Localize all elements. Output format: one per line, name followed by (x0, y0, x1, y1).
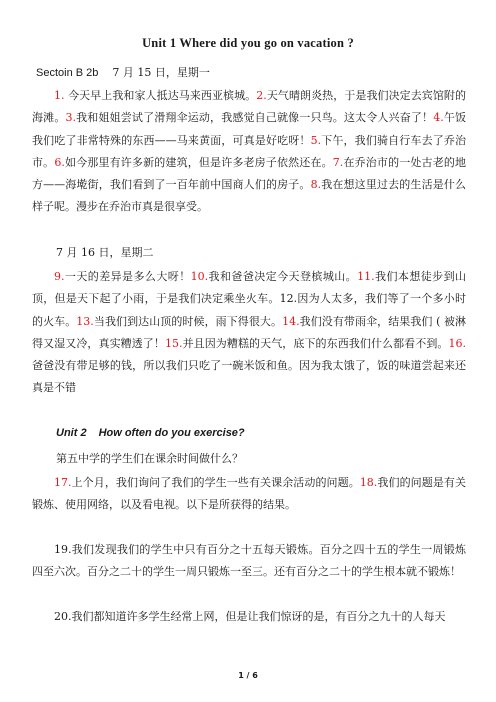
sentence-text: 今天早上我和家人抵达马来西亚槟城。 (64, 89, 257, 102)
date-line-1: 7 月 15 日，星期一 (112, 66, 210, 79)
sentence-number: 18. (359, 476, 378, 489)
sentence-text: 在乔治市的一处古老的地方——海墘街，我们看到了一百年前中国商人们的房子。 (32, 155, 467, 192)
paragraph-17-18 (32, 472, 466, 517)
sentence-text: 我们的问题是有关锻炼、使用网络，以及看电视。以下是所获得的结果。 (32, 476, 466, 512)
page-number: 1 / 6 (238, 671, 258, 680)
sentence-text: 一天的差异是多么大呀！ (64, 270, 191, 283)
sentence-number: 4. (433, 111, 444, 125)
sentence-number: 15. (164, 336, 183, 350)
section-heading (36, 64, 210, 80)
paragraph-19: 19.我们发现我们的学生中只有百分之十五每天锻炼。百分之四十五的学生一周锻炼四至六次。百分之二十的学生一周只锻炼一至三。还有百分之二十的学生根本就不锻炼！ (32, 543, 466, 579)
unit2-intro: 第五中学的学生们在课余时间做什么？ (56, 452, 243, 465)
sentence-text: 我和爸爸决定今天登槟城山。 (208, 270, 358, 283)
sentence-text: 午饭我们吃了非常特殊的东西——马来黄面，可真是好吃呀！ (32, 111, 467, 147)
sentence-number: 7. (332, 155, 344, 169)
sentence-text: 天气晴朗炎热，于是我们决定去宾馆附的海滩。 (32, 89, 466, 125)
sentence-text: 如今那里有许多新的建筑，但是许多老房子依然还在。 (64, 155, 333, 169)
sentence-number: 17. (54, 476, 72, 489)
section-label: Sectoin B 2b (36, 67, 99, 79)
sentence-number: 11. (357, 270, 375, 283)
sentence-number: 6. (54, 155, 65, 169)
sentence-text: 下午，我们骑自行车去了乔治市。 (32, 133, 467, 169)
sentence-number: 13. (76, 314, 94, 328)
sentence-text: 上个月，我们询问了我们的学生一些有关课余活动的问题。 (71, 476, 360, 489)
unit1-title: Unit 1 Where did you go on vacation ? (142, 36, 354, 50)
paragraph-20: 20.我们都知道许多学生经常上网，但是让我们惊讶的是，有百分之九十的人每天 (54, 610, 446, 623)
sentence-text: 我和姐姐尝试了滑翔伞运动，我感觉自己就像一只鸟。这太令人兴奋了！ (75, 111, 434, 125)
date-line-2: 7 月 16 日，星期二 (56, 246, 154, 259)
paragraph-day1 (32, 85, 466, 219)
sentence-number: 8. (310, 178, 322, 192)
unit2-title: How often do you exercise? (98, 427, 245, 439)
sentence-number: 9. (54, 270, 65, 283)
unit2-label: Unit 2 (56, 427, 87, 439)
sentence-text: 我们没有带雨伞，结果我们 ( 被淋得又湿又冷，真实糟透了！ (32, 314, 467, 350)
sentence-number: 3. (65, 111, 76, 125)
sentence-text: 我在想这里过去的生活是什么样子呢。漫步在乔治市真是很享受。 (32, 178, 467, 214)
sentence-number: 5. (310, 133, 322, 147)
sentence-number: 14. (282, 314, 300, 328)
sentence-number: 10. (190, 270, 209, 283)
sentence-text: 我们本想徒步到山顶，但是天下起了小雨，于是我们决定乘坐火车。12.因为人太多，我们等了一个多小时的火车。 (32, 270, 467, 328)
sentence-number: 2. (256, 89, 267, 102)
sentence-number: 16. (448, 336, 467, 350)
sentence-number: 1. (54, 89, 65, 102)
sentence-text: 当我们到达山顶的时候，雨下得很大。 (93, 314, 283, 328)
paragraph-day2 (32, 266, 466, 400)
sentence-text: 爸爸没有带足够的钱，所以我们只吃了一碗米饭和鱼。因为我太饿了，饭的味道尝起来还真是不错 (32, 359, 466, 395)
sentence-text: 并且因为糟糕的天气，底下的东西我们什么都看不到。 (182, 336, 449, 350)
unit2-heading (56, 427, 245, 439)
